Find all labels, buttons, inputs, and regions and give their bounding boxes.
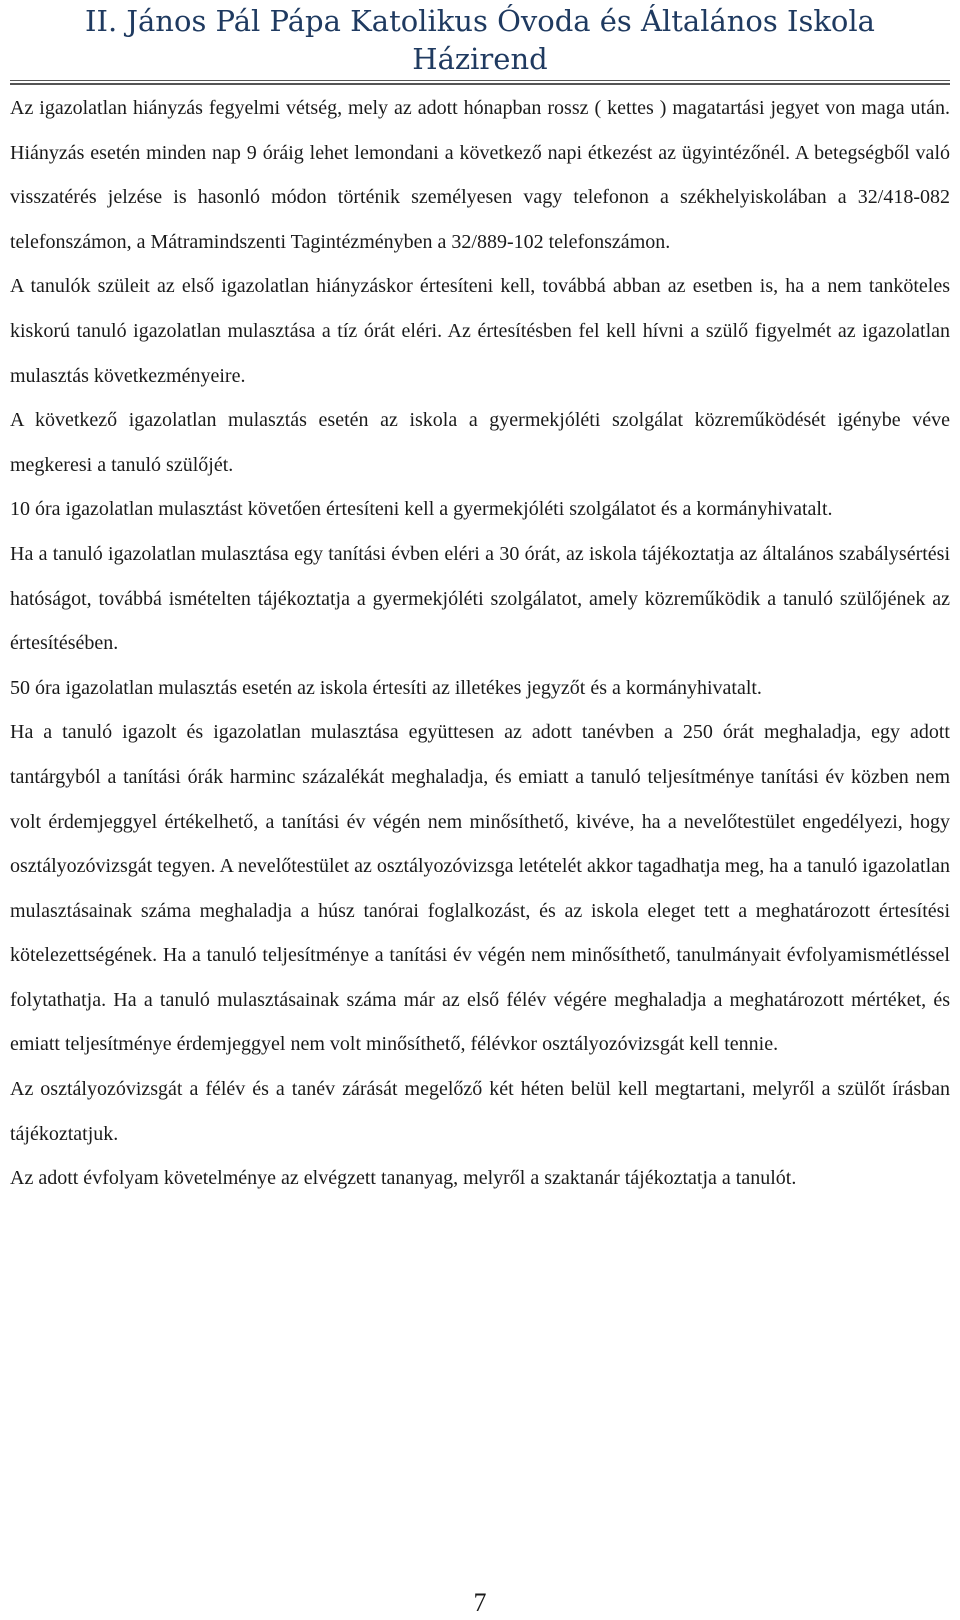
page-header	[0, 2, 960, 78]
paragraph: Az osztályozóvizsgát a félév és a tanév zárását megelőző két héten belül kell megtartani, melyről a szülőt írásban tájékoztatjuk.	[10, 1078, 950, 1145]
header-divider	[10, 80, 950, 81]
header-subtitle: Házirend	[412, 42, 548, 76]
paragraph: 50 óra igazolatlan mulasztás esetén az iskola értesíti az illetékes jegyzőt és a kormányhivatalt.	[10, 676, 762, 699]
paragraph: Ha a tanuló igazolatlan mulasztása egy tanítási évben eléri a 30 órát, az iskola tájékoztatja az általános szabálysértési hatóságot, továbbá ismételten tájékoztatja a gyermekjóléti szolgálatot, amely közreműködik a tanuló szülőjének az értesítésében.	[10, 542, 950, 655]
paragraph: A tanulók szüleit az első igazolatlan hiányzáskor értesíteni kell, továbbá abban az esetben is, ha a nem tanköteles kiskorú tanuló igazolatlan mulasztása a tíz órát eléri. Az értesítésben fel kell hívni a szülő figyelmét az igazolatlan mulasztás következményeire.	[10, 275, 950, 387]
header-divider-thick	[10, 83, 950, 85]
paragraph: Az igazolatlan hiányzás fegyelmi vétség, mely az adott hónapban rossz ( kettes ) magatartási jegyet von maga után. Hiányzás esetén minden nap 9 óráig lehet lemondani a következő napi étkezést az ügyintézőnél. A betegségből való visszatérés jelzése is hasonló módon történik személyesen vagy telefonon a székhelyiskolában a 32/418-082 telefonszámon, a Mátramindszenti Tagintézményben a 32/889-102 telefonszámon.	[10, 97, 950, 253]
paragraph: 10 óra igazolatlan mulasztást követően értesíteni kell a gyermekjóléti szolgálatot és a kormányhivatalt.	[10, 498, 833, 521]
paragraph: Az adott évfolyam követelménye az elvégzett tananyag, melyről a szaktanár tájékoztatja a tanulót.	[10, 1167, 797, 1190]
paragraph: Ha a tanuló igazolt és igazolatlan mulasztása együttesen az adott tanévben a 250 órát meghaladja, egy adott tantárgyból a tanítási órák harminc százalékát meghaladja, és emiatt a tanuló teljesítménye tanítási év közben nem volt érdemjeggyel értékelhető, a tanítási év végén nem minősíthető, kivéve, ha a nevelőtestület engedélyezi, hogy osztályozóvizsgát tegyen. A nevelőtestület az osztályozóvizsga letételét akkor tagadhatja meg, ha a tanuló igazolatlan mulasztásainak száma meghaladja a húsz tanórai foglalkozást, és az iskola eleget tett a meghatározott értesítési kötelezettségének. Ha a tanuló teljesítménye a tanítási év végén nem minősíthető, tanulmányait évfolyamismétléssel folytathatja. Ha a tanuló mulasztásainak száma már az első félév végére meghaladja a meghatározott mértéket, és emiatt teljesítménye érdemjeggyel nem volt minősíthető, félévkor osztályozóvizsgát kell tennie.	[10, 721, 950, 1056]
paragraph: A következő igazolatlan mulasztás esetén az iskola a gyermekjóléti szolgálat közreműködését igénybe véve megkeresi a tanuló szülőjét.	[10, 409, 950, 476]
header-title: II. János Pál Pápa Katolikus Óvoda és Általános Iskola	[85, 4, 875, 38]
page-number: 7	[473, 1588, 487, 1617]
document-body	[10, 86, 950, 1201]
